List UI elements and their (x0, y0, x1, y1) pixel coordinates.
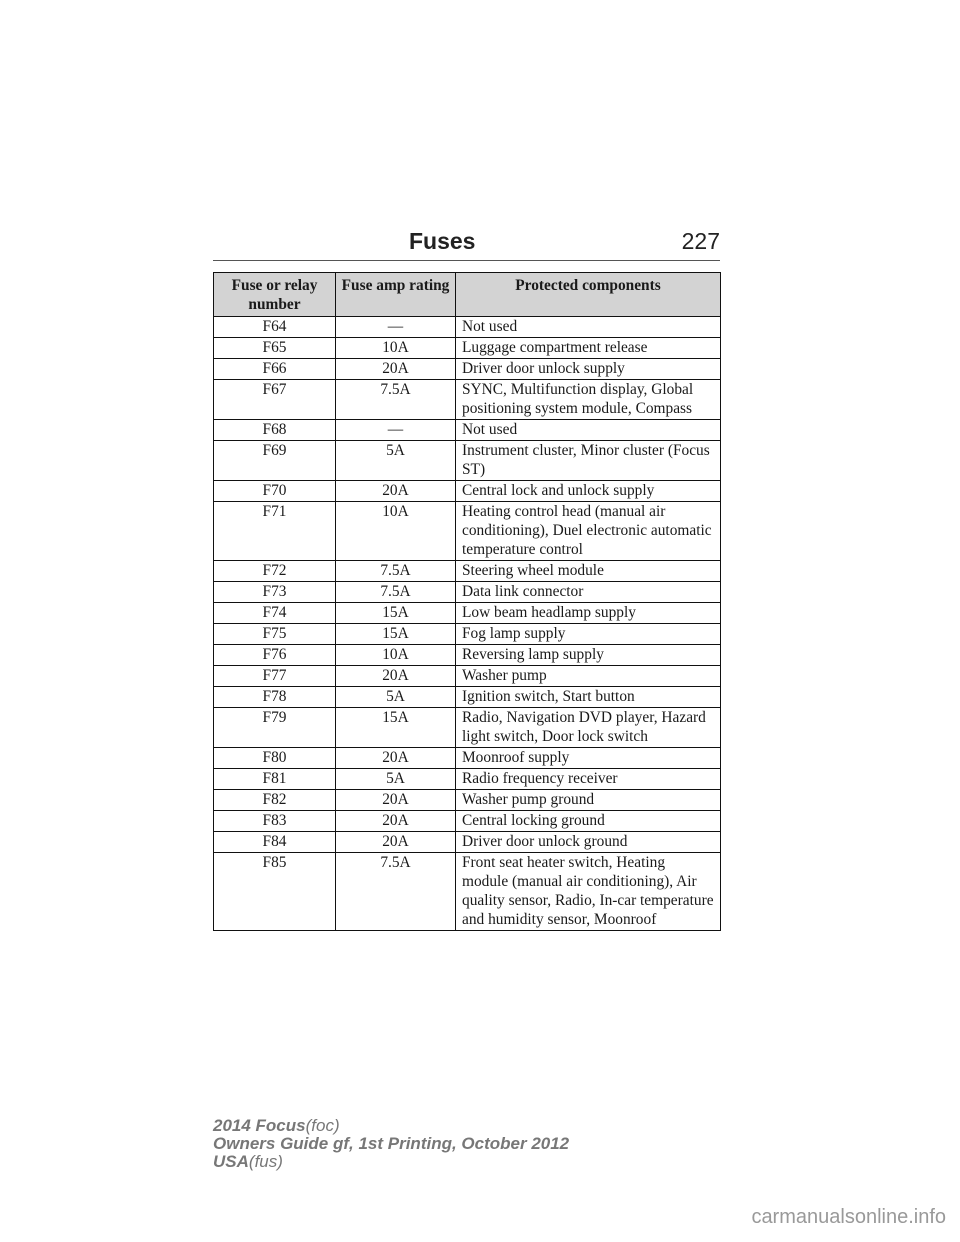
table-row (214, 748, 721, 769)
amp-rating-cell: 15A (336, 624, 456, 645)
column-header-amp: Fuse amp rating (336, 273, 456, 317)
table-row (214, 359, 721, 380)
protected-components-cell: Heating control head (manual air conditioning), Duel electronic automatic temperature control (456, 502, 721, 561)
fuse-number-cell: F84 (214, 832, 336, 853)
protected-components-cell: Driver door unlock ground (456, 832, 721, 853)
protected-components-cell: SYNC, Multifunction display, Global positioning system module, Compass (456, 380, 721, 420)
amp-rating-cell: 10A (336, 645, 456, 666)
amp-rating-cell: 15A (336, 708, 456, 748)
amp-rating-cell: 10A (336, 338, 456, 359)
fuse-number-cell: F71 (214, 502, 336, 561)
table-row (214, 603, 721, 624)
protected-components-cell: Radio, Navigation DVD player, Hazard light switch, Door lock switch (456, 708, 721, 748)
table-row (214, 561, 721, 582)
amp-rating-cell: 20A (336, 666, 456, 687)
footer-line-1 (213, 1117, 569, 1135)
table-row (214, 811, 721, 832)
fuse-number-cell: F73 (214, 582, 336, 603)
fuse-number-cell: F75 (214, 624, 336, 645)
fuse-number-cell: F80 (214, 748, 336, 769)
amp-rating-cell: 7.5A (336, 582, 456, 603)
table-row (214, 853, 721, 931)
amp-rating-cell: 7.5A (336, 380, 456, 420)
protected-components-cell: Central lock and unlock supply (456, 481, 721, 502)
amp-rating-cell: 20A (336, 811, 456, 832)
protected-components-cell: Ignition switch, Start button (456, 687, 721, 708)
protected-components-cell: Radio frequency receiver (456, 769, 721, 790)
watermark: carmanualsonline.info (751, 1206, 946, 1228)
protected-components-cell: Luggage compartment release (456, 338, 721, 359)
protected-components-cell: Not used (456, 317, 721, 338)
protected-components-cell: Washer pump (456, 666, 721, 687)
fuse-number-cell: F66 (214, 359, 336, 380)
fuse-number-cell: F64 (214, 317, 336, 338)
protected-components-cell: Washer pump ground (456, 790, 721, 811)
fuse-number-cell: F81 (214, 769, 336, 790)
fuse-number-cell: F65 (214, 338, 336, 359)
table-row (214, 666, 721, 687)
table-row (214, 338, 721, 359)
footer-model-code: (foc) (305, 1116, 340, 1135)
protected-components-cell: Front seat heater switch, Heating module (manual air conditioning), Air quality sensor, Radio, In-car temperature and humidity sensor, Moonroof (456, 853, 721, 931)
amp-rating-cell: 20A (336, 832, 456, 853)
table-row (214, 687, 721, 708)
fuse-number-cell: F69 (214, 441, 336, 481)
protected-components-cell: Fog lamp supply (456, 624, 721, 645)
document-footer (213, 1117, 569, 1171)
protected-components-cell: Reversing lamp supply (456, 645, 721, 666)
table-row (214, 380, 721, 420)
fuse-number-cell: F72 (214, 561, 336, 582)
amp-rating-cell: 20A (336, 481, 456, 502)
table-row (214, 582, 721, 603)
amp-rating-cell: — (336, 420, 456, 441)
table-row (214, 790, 721, 811)
protected-components-cell: Moonroof supply (456, 748, 721, 769)
table-row (214, 769, 721, 790)
table-row (214, 624, 721, 645)
fuse-number-cell: F77 (214, 666, 336, 687)
footer-market: USA (213, 1152, 249, 1171)
amp-rating-cell: 5A (336, 687, 456, 708)
amp-rating-cell: 20A (336, 748, 456, 769)
fuse-number-cell: F79 (214, 708, 336, 748)
column-header-fuse: Fuse or relay number (214, 273, 336, 317)
page-header (213, 226, 720, 261)
footer-model: 2014 Focus (213, 1116, 306, 1135)
fuse-number-cell: F67 (214, 380, 336, 420)
fuse-number-cell: F82 (214, 790, 336, 811)
table-row (214, 317, 721, 338)
fuse-number-cell: F85 (214, 853, 336, 931)
table-row (214, 420, 721, 441)
table-row (214, 502, 721, 561)
fuse-number-cell: F70 (214, 481, 336, 502)
page-number: 227 (681, 228, 720, 254)
table-row (214, 832, 721, 853)
fuse-number-cell: F83 (214, 811, 336, 832)
amp-rating-cell: 20A (336, 359, 456, 380)
fuse-number-cell: F76 (214, 645, 336, 666)
fuse-table (213, 272, 721, 931)
footer-line-3 (213, 1153, 569, 1171)
footer-market-code: (fus) (248, 1152, 283, 1171)
amp-rating-cell: — (336, 317, 456, 338)
amp-rating-cell: 7.5A (336, 561, 456, 582)
table-row (214, 708, 721, 748)
fuse-number-cell: F74 (214, 603, 336, 624)
amp-rating-cell: 10A (336, 502, 456, 561)
table-header-row (214, 273, 721, 317)
amp-rating-cell: 7.5A (336, 853, 456, 931)
amp-rating-cell: 5A (336, 441, 456, 481)
table-row (214, 481, 721, 502)
amp-rating-cell: 5A (336, 769, 456, 790)
protected-components-cell: Data link connector (456, 582, 721, 603)
fuse-number-cell: F68 (214, 420, 336, 441)
footer-line-2: Owners Guide gf, 1st Printing, October 2012 (213, 1134, 570, 1153)
protected-components-cell: Instrument cluster, Minor cluster (Focus ST) (456, 441, 721, 481)
table-row (214, 645, 721, 666)
protected-components-cell: Driver door unlock supply (456, 359, 721, 380)
fuse-number-cell: F78 (214, 687, 336, 708)
protected-components-cell: Central locking ground (456, 811, 721, 832)
section-title: Fuses (409, 228, 476, 254)
protected-components-cell: Steering wheel module (456, 561, 721, 582)
protected-components-cell: Not used (456, 420, 721, 441)
protected-components-cell: Low beam headlamp supply (456, 603, 721, 624)
table-row (214, 441, 721, 481)
fuse-table-body (214, 317, 721, 931)
column-header-components: Protected components (456, 273, 721, 317)
amp-rating-cell: 20A (336, 790, 456, 811)
amp-rating-cell: 15A (336, 603, 456, 624)
